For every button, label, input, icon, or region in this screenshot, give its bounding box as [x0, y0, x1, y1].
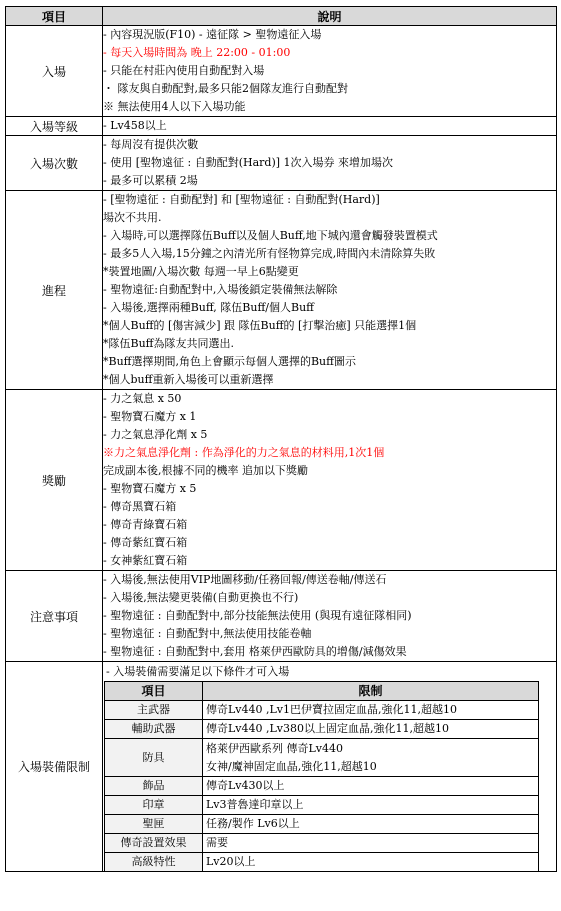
header-description: 說明 — [103, 7, 557, 26]
row-label: 入場 — [6, 26, 103, 117]
description-line: - 聖物遠征 : 自動配對中,部分技能無法使用 (與現有遠征隊相同) — [103, 609, 412, 622]
description-line: 完成副本後,根據不同的機率 追加以下獎勵 — [103, 464, 308, 477]
description-line: - 女神紫紅寶石箱 — [103, 554, 188, 567]
equipment-item-limit — [203, 853, 539, 872]
description-line: ※ 無法使用4人以下入場功能 — [103, 100, 246, 113]
description-line: - 每天入場時間為 晚上 22:00 - 01:00 — [103, 46, 291, 59]
description-line: *Buff選擇期間,角色上會顯示每個人選擇的Buff圖示 — [103, 355, 356, 368]
equipment-limit-line: Lv3普魯達印章以上 — [206, 798, 304, 811]
row-label: 注意事項 — [6, 571, 103, 662]
equipment-intro: - 入場裝備需要滿足以下條件才可入場 — [106, 665, 290, 678]
equipment-limit-line: 傳奇Lv440 ,Lv380以上固定血晶,強化11,超越10 — [206, 722, 450, 735]
row-label: 進程 — [6, 191, 103, 390]
equipment-item-name: 輔助武器 — [105, 720, 203, 739]
table-row-entry — [6, 26, 557, 117]
description-line: - 聖物遠征 : 自動配對中,無法使用技能卷軸 — [103, 627, 312, 640]
equipment-row — [105, 701, 539, 720]
equipment-limit-line: 格萊伊西歐系列 傳奇Lv440 — [206, 741, 344, 755]
row-description — [103, 136, 557, 191]
row-description — [103, 571, 557, 662]
table-row-reward — [6, 390, 557, 571]
description-line: - 聖物遠征:自動配對中,入場後鎖定裝備無法解除 — [103, 283, 338, 296]
description-line: - 力之氣息 x 50 — [103, 392, 182, 405]
description-line: - 內容現況版(F10) - 遠征隊 > 聖物遠征入場 — [103, 28, 322, 41]
table-row-progress — [6, 191, 557, 390]
row-description — [103, 26, 557, 117]
description-line: *個人Buff的 [傷害減少] 跟 隊伍Buff的 [打擊治癒] 只能選擇1個 — [103, 319, 417, 332]
equipment-item-name: 飾品 — [105, 777, 203, 796]
row-description — [103, 390, 557, 571]
equipment-item-name: 傳奇設置效果 — [105, 834, 203, 853]
description-line: *裝置地圖/入場次數 每週一早上6點變更 — [103, 265, 299, 278]
row-description — [103, 662, 557, 872]
equipment-item-limit — [203, 815, 539, 834]
description-line: - 聖物遠征 : 自動配對中,套用 格萊伊西歐防具的增傷/減傷效果 — [103, 645, 407, 658]
description-line: - 入場後,無法變更裝備(自動更換也不行) — [103, 591, 299, 604]
table-header-row — [6, 7, 557, 26]
description-line: - 傳奇黑寶石箱 — [103, 500, 177, 513]
description-line: ※力之氣息淨化劑 : 作為淨化的力之氣息的材料用,1次1個 — [103, 446, 385, 459]
equipment-row — [105, 777, 539, 796]
description-line: - 使用 [聖物遠征 : 自動配對(Hard)] 1次入場券 來增加場次 — [103, 156, 394, 169]
equipment-row — [105, 815, 539, 834]
description-line: - 傳奇紫紅寶石箱 — [103, 536, 188, 549]
description-line: ・ 隊友與自動配對,最多只能2個隊友進行自動配對 — [103, 82, 348, 95]
guide-table-wrapper — [5, 6, 556, 872]
equipment-item-name: 防具 — [105, 739, 203, 777]
equipment-item-limit — [203, 701, 539, 720]
description-line: - 聖物寶石魔方 x 5 — [103, 482, 197, 495]
equipment-limit-line: 傳奇Lv430以上 — [206, 779, 285, 792]
equipment-item-limit — [203, 796, 539, 815]
description-line: - 最多5人入場,15分鐘之內清光所有怪物算完成,時間內未清除算失敗 — [103, 247, 436, 260]
equipment-limit-line: 女神/魔神固定血晶,強化11,超越10 — [206, 759, 377, 773]
description-line: *個人buff重新入場後可以重新選擇 — [103, 373, 274, 386]
description-line: - 每周沒有提供次數 — [103, 138, 199, 151]
equipment-row — [105, 853, 539, 872]
equipment-item-name: 聖匣 — [105, 815, 203, 834]
equipment-item-limit — [203, 777, 539, 796]
description-line: - 聖物寶石魔方 x 1 — [103, 410, 197, 423]
description-line: - 傳奇青綠寶石箱 — [103, 518, 188, 531]
equipment-header-row — [105, 682, 539, 701]
row-description — [103, 117, 557, 136]
table-row-entry-level — [6, 117, 557, 136]
equipment-limit-line: 需要 — [206, 836, 228, 849]
equipment-header-item: 項目 — [105, 682, 203, 701]
table-body — [6, 26, 557, 872]
row-label: 獎勵 — [6, 390, 103, 571]
equipment-item-limit — [203, 834, 539, 853]
table-row-equipment-limit — [6, 662, 557, 872]
equipment-requirements-table — [104, 681, 539, 872]
row-label: 入場裝備限制 — [6, 662, 103, 872]
equipment-limit-line: 任務/製作 Lv6以上 — [206, 817, 300, 830]
row-label: 入場次數 — [6, 136, 103, 191]
equipment-item-name: 主武器 — [105, 701, 203, 720]
description-line: - 力之氣息淨化劑 x 5 — [103, 428, 208, 441]
description-line: - [聖物遠征 : 自動配對] 和 [聖物遠征 : 自動配對(Hard)] — [103, 193, 380, 206]
equipment-row — [105, 720, 539, 739]
table-row-notes — [6, 571, 557, 662]
equipment-item-limit — [203, 739, 539, 777]
description-line: - 入場後,無法使用VIP地圖移動/任務回報/傳送卷軸/傳送石 — [103, 573, 387, 586]
header-item: 項目 — [6, 7, 103, 26]
row-description — [103, 191, 557, 390]
equipment-limit-line: 傳奇Lv440 ,Lv1巴伊寶拉固定血晶,強化11,超越10 — [206, 703, 458, 716]
guide-table — [5, 6, 557, 872]
row-label: 入場等級 — [6, 117, 103, 136]
description-line: *隊伍Buff為隊友共同選出. — [103, 337, 234, 350]
equipment-limit-line: Lv20以上 — [206, 855, 256, 868]
equipment-row — [105, 834, 539, 853]
description-line: - 最多可以累積 2場 — [103, 174, 198, 187]
equipment-header-limit: 限制 — [203, 682, 539, 701]
description-line: - 入場時,可以選擇隊伍Buff以及個人Buff,地下城內還會觸發裝置模式 — [103, 229, 438, 242]
table-row-entry-count — [6, 136, 557, 191]
equipment-row — [105, 739, 539, 777]
description-line: - 入場後,選擇兩種Buff, 隊伍Buff/個人Buff — [103, 301, 314, 314]
equipment-item-limit — [203, 720, 539, 739]
description-line: 場次不共用. — [103, 211, 162, 224]
description-line: - Lv458以上 — [103, 119, 167, 132]
equipment-item-name: 印章 — [105, 796, 203, 815]
description-line: - 只能在村莊內使用自動配對入場 — [103, 64, 265, 77]
equipment-item-name: 高級特性 — [105, 853, 203, 872]
equipment-row — [105, 796, 539, 815]
